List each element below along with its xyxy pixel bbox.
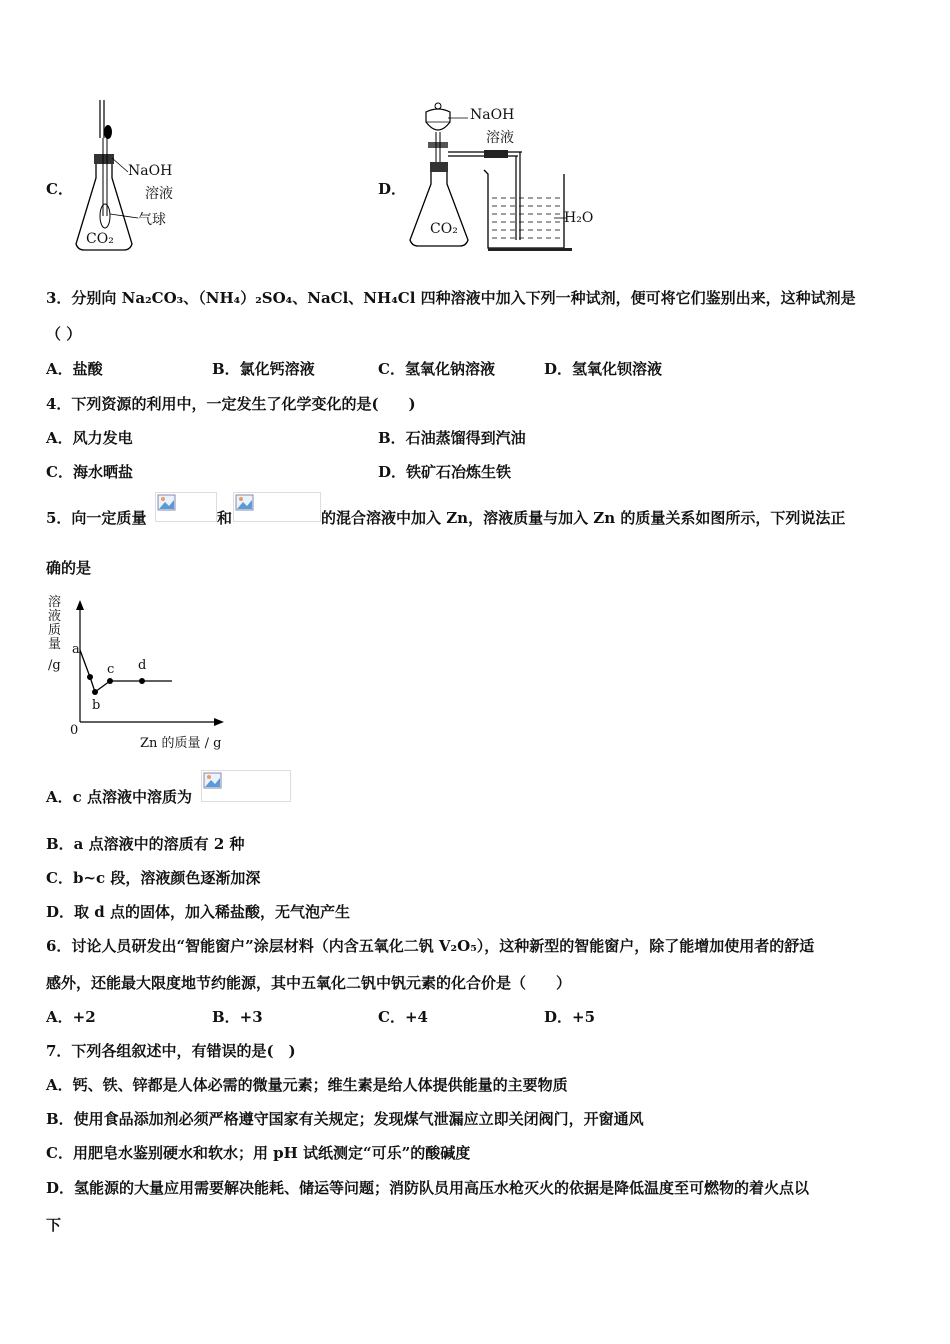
q6-option-c: C．+4 — [378, 1008, 428, 1026]
q6-option-d: D．+5 — [544, 1008, 596, 1026]
fig-c-solution-label: 溶液 — [145, 186, 173, 202]
q6-option-b: B．+3 — [212, 1008, 263, 1026]
q3-option-a: A．盐酸 — [46, 360, 103, 378]
q7-stem: 7．下列各组叙述中，有错误的是( ) — [46, 1042, 296, 1060]
q4-option-a: A．风力发电 — [46, 429, 133, 447]
q2-option-c-label: C． — [46, 180, 73, 198]
q3-stem: 3．分别向 Na₂CO₃、（NH₄）₂SO₄、NaCl、NH₄Cl 四种溶液中加入下列一种试剂，便可将它们鉴别出来，这种试剂是 — [46, 289, 856, 307]
q5-broken-image-2 — [233, 492, 321, 522]
q7-option-d-line1: D．氢能源的大量应用需要解决能耗、储运等问题；消防队员用高压水枪灭火的依据是降低温度至可燃物的着火点以 — [46, 1179, 810, 1197]
q4-stem: 4．下列资源的利用中，一定发生了化学变化的是( ) — [46, 395, 416, 413]
broken-image-icon — [157, 494, 177, 512]
q5-option-c: C．b~c 段，溶液颜色逐渐加深 — [46, 869, 261, 887]
q7-option-a: A．钙、铁、锌都是人体必需的微量元素；维生素是给人体提供能量的主要物质 — [46, 1076, 568, 1094]
q6-stem-line2: 感外，还能最大限度地节约能源，其中五氧化二钒中钒元素的化合价是（ ） — [46, 974, 572, 992]
q5-graph-origin: 0 — [70, 723, 79, 738]
q5-broken-image-3 — [201, 770, 291, 802]
q6-option-a: A．+2 — [46, 1008, 96, 1026]
q7-option-d-line2: 下 — [46, 1216, 62, 1234]
fig-c-co2-label: CO₂ — [86, 231, 114, 247]
q5-option-a: A．c 点溶液中溶质为 — [46, 788, 192, 806]
q5-point-a-label: a — [72, 642, 80, 657]
fig-d-co2-label: CO₂ — [430, 221, 458, 237]
q5-broken-image-1 — [155, 492, 217, 522]
q7-option-c: C．用肥皂水鉴别硬水和软水；用 pH 试纸测定“可乐”的酸碱度 — [46, 1144, 471, 1162]
q5-point-c-label: c — [107, 662, 115, 677]
fig-d-naoh-label: NaOH — [470, 107, 515, 123]
q5-graph-yunit: /g — [48, 658, 61, 673]
fig-c-naoh-label: NaOH — [128, 163, 173, 179]
q5-graph-ylabel: 溶 液 质 量 — [48, 595, 62, 652]
q5-point-d-label: d — [138, 658, 147, 673]
q5-stem-part-a: 5．向一定质量 — [46, 509, 147, 527]
q3-option-c: C．氢氧化钠溶液 — [378, 360, 495, 378]
q3-paren: （ ） — [46, 325, 82, 343]
q3-option-b: B．氯化钙溶液 — [212, 360, 315, 378]
q5-stem-part-c: 的混合溶液中加入 Zn，溶液质量与加入 Zn 的质量关系如图所示，下列说法正 — [321, 509, 846, 527]
broken-image-icon — [203, 772, 223, 790]
q3-option-d: D．氢氧化钡溶液 — [544, 360, 663, 378]
fig-c-balloon-label: 气球 — [138, 212, 166, 228]
fig-d-solution-label: 溶液 — [486, 130, 514, 146]
q4-option-d: D．铁矿石冶炼生铁 — [378, 463, 512, 481]
q5-option-d: D．取 d 点的固体，加入稀盐酸，无气泡产生 — [46, 903, 350, 921]
broken-image-icon — [235, 494, 255, 512]
q7-option-b: B．使用食品添加剂必须严格遵守国家有关规定；发现煤气泄漏应立即关闭阀门，开窗通风 — [46, 1110, 644, 1128]
q2-option-d-label: D． — [378, 180, 407, 198]
q4-option-c: C．海水晒盐 — [46, 463, 133, 481]
q4-option-b: B．石油蒸馏得到汽油 — [378, 429, 526, 447]
q5-graph-xlabel: Zn 的质量 / g — [140, 736, 222, 751]
q6-stem-line1: 6．讨论人员研发出“智能窗户”涂层材料（内含五氧化二钒 V₂O₅），这种新型的智能窗户，除了能增加使用者的舒适 — [46, 937, 815, 955]
q5-point-b-label: b — [92, 698, 101, 713]
fig-d-water-label: H₂O — [564, 210, 594, 226]
q5-stem-part-d: 确的是 — [46, 559, 92, 577]
q5-stem-part-b: 和 — [217, 509, 233, 527]
q5-option-b: B．a 点溶液中的溶质有 2 种 — [46, 835, 245, 853]
